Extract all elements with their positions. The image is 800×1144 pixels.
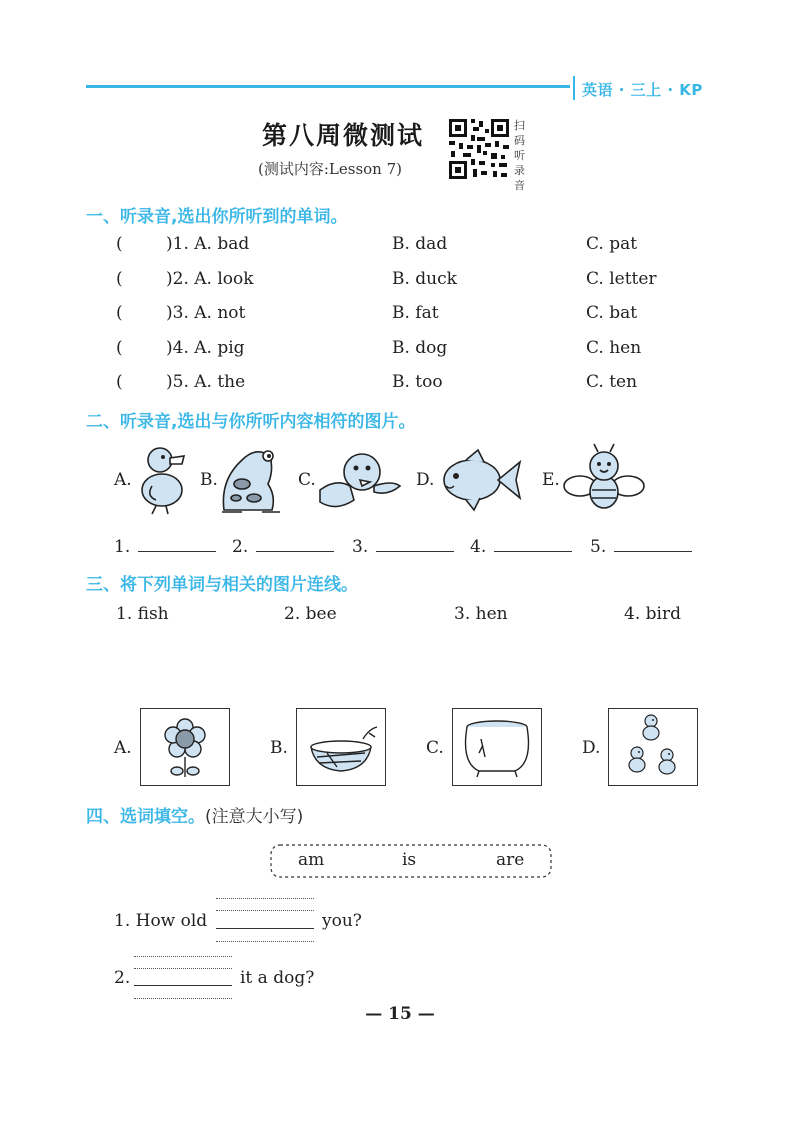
option-a: )2. A. look bbox=[166, 269, 254, 289]
picture-label: B. bbox=[270, 738, 288, 758]
word-option[interactable]: are bbox=[496, 850, 525, 870]
picture-label: B. bbox=[200, 470, 218, 490]
section2-heading: 二、听录音,选出与你所听内容相符的图片。 bbox=[86, 412, 416, 432]
answer-number: 1. bbox=[114, 537, 216, 557]
picture-label: D. bbox=[582, 738, 601, 758]
section3-heading: 三、将下列单词与相关的图片连线。 bbox=[86, 575, 358, 595]
page-number: — 15 — bbox=[365, 1004, 435, 1024]
book-tag: 英语 · 三上 · KP bbox=[582, 81, 703, 99]
answer-blank[interactable] bbox=[376, 551, 454, 552]
question-2-prefix: 2. bbox=[114, 968, 131, 988]
picture-label: C. bbox=[426, 738, 444, 758]
bee-icon bbox=[560, 440, 648, 516]
option-b: B. dog bbox=[392, 338, 448, 358]
option-a: )4. A. pig bbox=[166, 338, 245, 358]
qr-label: 扫码听录音 bbox=[514, 119, 525, 192]
page-title: 第八周微测试 bbox=[262, 121, 425, 150]
picture-label: D. bbox=[416, 470, 435, 490]
match-word[interactable]: 4. bird bbox=[624, 604, 681, 624]
answer-line-1[interactable] bbox=[216, 928, 314, 929]
guide-line bbox=[216, 941, 314, 942]
answer-number: 2. bbox=[232, 537, 334, 557]
qr-code-icon[interactable] bbox=[447, 117, 511, 181]
fishbowl-icon bbox=[453, 709, 541, 785]
guide-line bbox=[216, 898, 314, 899]
picture-label: E. bbox=[542, 470, 560, 490]
guide-line bbox=[216, 910, 314, 911]
question-2-suffix: it a dog? bbox=[240, 968, 315, 988]
nest-icon bbox=[297, 709, 385, 785]
match-picture-b[interactable] bbox=[296, 708, 386, 786]
answer-number: 4. bbox=[470, 537, 572, 557]
match-picture-c[interactable] bbox=[452, 708, 542, 786]
word-option[interactable]: am bbox=[298, 850, 325, 870]
answer-paren[interactable]: ( bbox=[116, 372, 123, 392]
answer-blank[interactable] bbox=[614, 551, 692, 552]
answer-number: 3. bbox=[352, 537, 454, 557]
answer-paren[interactable]: ( bbox=[116, 303, 123, 323]
answer-blank[interactable] bbox=[494, 551, 572, 552]
option-c: C. ten bbox=[586, 372, 638, 392]
option-c: C. bat bbox=[586, 303, 638, 323]
option-b: B. too bbox=[392, 372, 443, 392]
match-picture-d[interactable] bbox=[608, 708, 698, 786]
match-picture-a[interactable] bbox=[140, 708, 230, 786]
fish-icon bbox=[436, 440, 524, 516]
picture-label: C. bbox=[298, 470, 316, 490]
word-option[interactable]: is bbox=[402, 850, 417, 870]
answer-line-2[interactable] bbox=[134, 985, 232, 986]
page-subtitle: (测试内容:Lesson 7) bbox=[258, 160, 402, 178]
option-a: )3. A. not bbox=[166, 303, 246, 323]
section1-heading: 一、听录音,选出你所听到的单词。 bbox=[86, 207, 348, 227]
option-c: C. pat bbox=[586, 234, 638, 254]
answer-paren[interactable]: ( bbox=[116, 338, 123, 358]
answer-paren[interactable]: ( bbox=[116, 269, 123, 289]
picture-label: A. bbox=[114, 470, 132, 490]
section4-heading: 四、选词填空。(注意大小写) bbox=[86, 807, 304, 827]
header-rule bbox=[86, 85, 570, 88]
option-a: )5. A. the bbox=[166, 372, 246, 392]
picture-label: A. bbox=[114, 738, 132, 758]
answer-number: 5. bbox=[590, 537, 692, 557]
frog-icon bbox=[212, 440, 300, 516]
guide-line bbox=[134, 968, 232, 969]
bird-icon bbox=[316, 440, 404, 516]
option-c: C. hen bbox=[586, 338, 642, 358]
answer-blank[interactable] bbox=[256, 551, 334, 552]
match-word[interactable]: 1. fish bbox=[116, 604, 169, 624]
option-a: )1. A. bad bbox=[166, 234, 250, 254]
flower-icon bbox=[141, 709, 229, 785]
answer-paren[interactable]: ( bbox=[116, 234, 123, 254]
option-b: B. duck bbox=[392, 269, 457, 289]
answer-blank[interactable] bbox=[138, 551, 216, 552]
match-word[interactable]: 3. hen bbox=[454, 604, 508, 624]
header-separator bbox=[573, 76, 575, 100]
option-b: B. fat bbox=[392, 303, 439, 323]
question-1-prefix: 1. How old bbox=[114, 911, 208, 931]
guide-line bbox=[134, 956, 232, 957]
option-b: B. dad bbox=[392, 234, 448, 254]
option-c: C. letter bbox=[586, 269, 657, 289]
word-bank bbox=[268, 842, 554, 880]
question-1-suffix: you? bbox=[322, 911, 362, 931]
guide-line bbox=[134, 998, 232, 999]
match-word[interactable]: 2. bee bbox=[284, 604, 337, 624]
chicks-icon bbox=[609, 709, 697, 785]
